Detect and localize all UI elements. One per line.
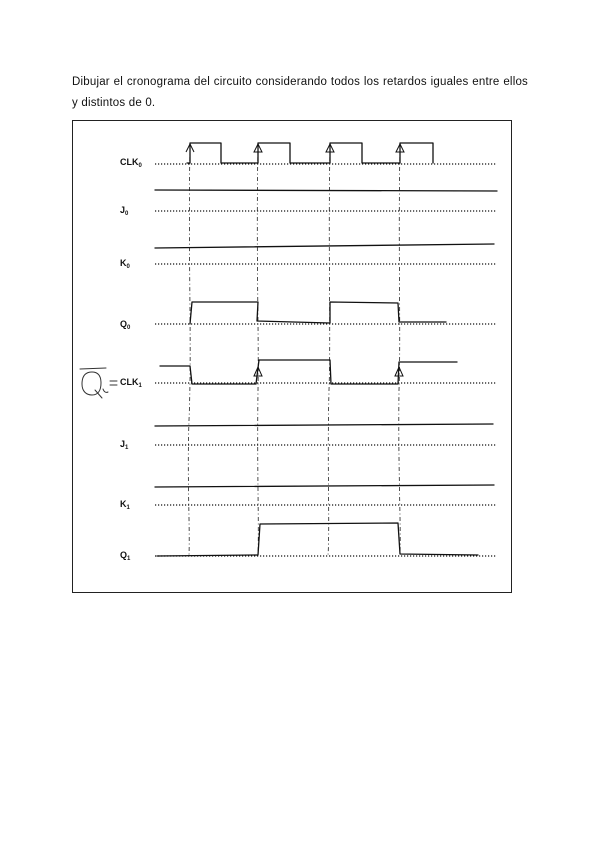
label-j0: $J_0$ [120,205,129,217]
waveform-k0 [155,244,494,248]
label-k0: $K_0$ [120,258,130,270]
edge-guide-2 [257,147,258,556]
waveform-j0 [155,190,497,191]
waveforms [155,143,497,556]
waveform-clk0 [187,143,433,163]
signal-labels [120,157,143,562]
waveform-q1 [157,523,478,556]
edge-guides [188,147,400,556]
handwritten-annotation-q0-bar [80,368,117,398]
edge-arrows [186,144,404,376]
label-clk1: $CLK_1$ [120,377,142,389]
edge-guide-1 [188,147,190,556]
label-k1: $K_1$ [120,499,130,511]
label-j1: $J_1$ [120,439,129,451]
waveform-j1 [155,424,493,426]
label-clk0: $CLK_0$ [120,157,142,169]
rising-edge-arrow-icon [186,144,194,160]
label-q0: $Q_0$ [120,319,131,331]
label-q1: $Q_1$ [120,550,131,562]
waveform-q0 [190,302,446,324]
waveform-clk1 [160,360,457,384]
edge-guide-3 [328,147,330,556]
exercise-statement: Dibujar el cronograma del circuito considerando todos los retardos iguales entre ellos y distintos de 0. [72,76,528,109]
edge-guide-4 [399,147,400,556]
waveform-k1 [155,485,494,487]
